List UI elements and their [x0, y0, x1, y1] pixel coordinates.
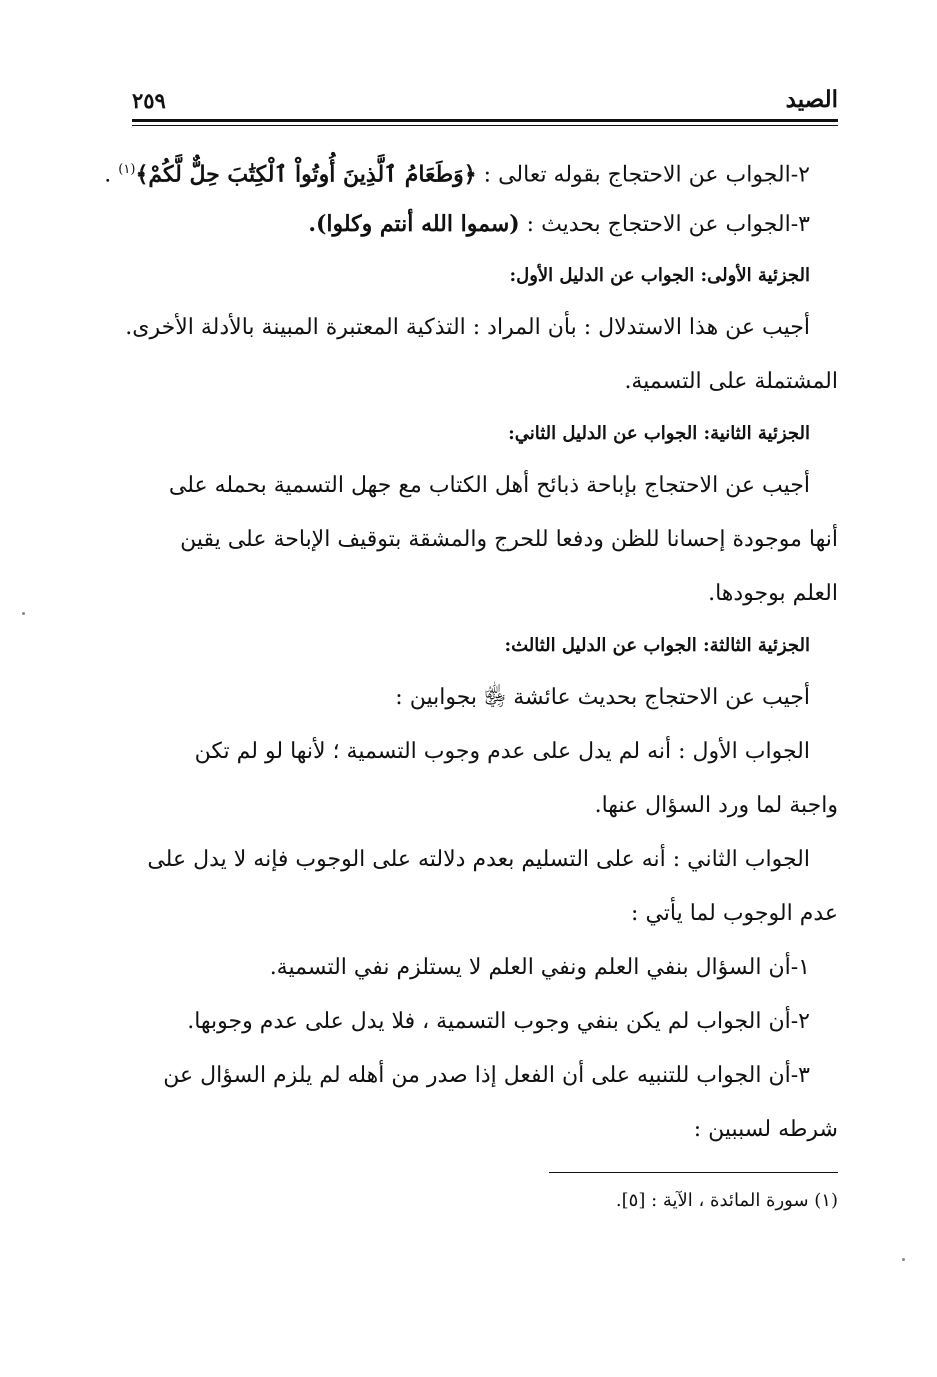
chapter-title: الصيد [785, 86, 838, 113]
list-item-2: ٢-أن الجواب لم يكن بنفي وجوب التسمية ، فلا يدل على عدم وجوبها. [187, 1009, 810, 1034]
second-answer-line-1: الجواب الثاني : أنه على التسليم بعدم دلالته على الوجوب فإنه لا يدل على [147, 847, 810, 872]
paragraph-1-line-1: أجيب عن هذا الاستدلال : بأن المراد : التذكية المعتبرة المبينة بالأدلة الأخرى. [125, 315, 810, 340]
quran-quote: ﴿وَطَعَامُ ٱلَّذِينَ أُوتُواْ ٱلْكِتَٰبَ حِلٌّ لَّكُمْ﴾ [135, 161, 477, 188]
page-header [132, 86, 838, 118]
scan-speck [902, 1258, 905, 1261]
answer-line-2 [104, 143, 838, 197]
scan-speck [22, 612, 25, 615]
section-heading-1: الجزئية الأولى: الجواب عن الدليل الأول: [509, 265, 810, 286]
section-heading-2: الجزئية الثانية: الجواب عن الدليل الثاني: [508, 423, 810, 444]
first-answer-line-1: الجواب الأول : أنه لم يدل على عدم وجوب التسمية ؛ لأنها لو لم تكن [194, 739, 810, 764]
list-item-3-line-2: شرطه لسببين : [693, 1117, 838, 1142]
list-item-1: ١-أن السؤال بنفي العلم ونفي العلم لا يستلزم نفي التسمية. [269, 955, 810, 980]
answer-2-text: ٢-الجواب عن الاحتجاج بقوله تعالى : [476, 162, 810, 188]
second-answer-line-2: عدم الوجوب لما يأتي : [631, 901, 838, 926]
page-body [104, 143, 838, 1157]
hadith-quote: (سموا الله أنتم وكلوا). [308, 211, 520, 237]
list-item-3-line-1: ٣-أن الجواب للتنبيه على أن الفعل إذا صدر من أهله لم يلزم السؤال عن [163, 1063, 810, 1088]
page-number: ٢٥٩ [132, 88, 166, 113]
answer-line-3 [132, 197, 838, 251]
paragraph-2-line-3: العلم بوجودها. [708, 581, 838, 606]
footnote-ref: (١) [118, 162, 136, 177]
first-answer-line-2: واجبة لما ورد السؤال عنها. [594, 793, 838, 818]
answer-2-end: . [104, 162, 119, 188]
paragraph-1-line-2: المشتملة على التسمية. [624, 369, 838, 394]
answer-3-text: ٣-الجواب عن الاحتجاج بحديث : [519, 212, 810, 237]
header-rule-thick [132, 119, 838, 122]
paragraph-2-line-1: أجيب عن الاحتجاج بإباحة ذبائح أهل الكتاب مع جهل التسمية بحمله على [168, 473, 810, 498]
footnote-separator [549, 1172, 838, 1173]
paragraph-2-line-2: أنها موجودة إحسانا للظن ودفعا للحرج والمشقة بتوقيف الإباحة على يقين [180, 527, 838, 552]
header-rule-thin [132, 125, 838, 126]
paragraph-3-line-1: أجيب عن الاحتجاج بحديث عائشة ﵂ بجوابين : [395, 685, 810, 710]
section-heading-3: الجزئية الثالثة: الجواب عن الدليل الثالث: [504, 635, 810, 656]
footnote: (١) سورة المائدة ، الآية : [٥]. [615, 1190, 838, 1211]
